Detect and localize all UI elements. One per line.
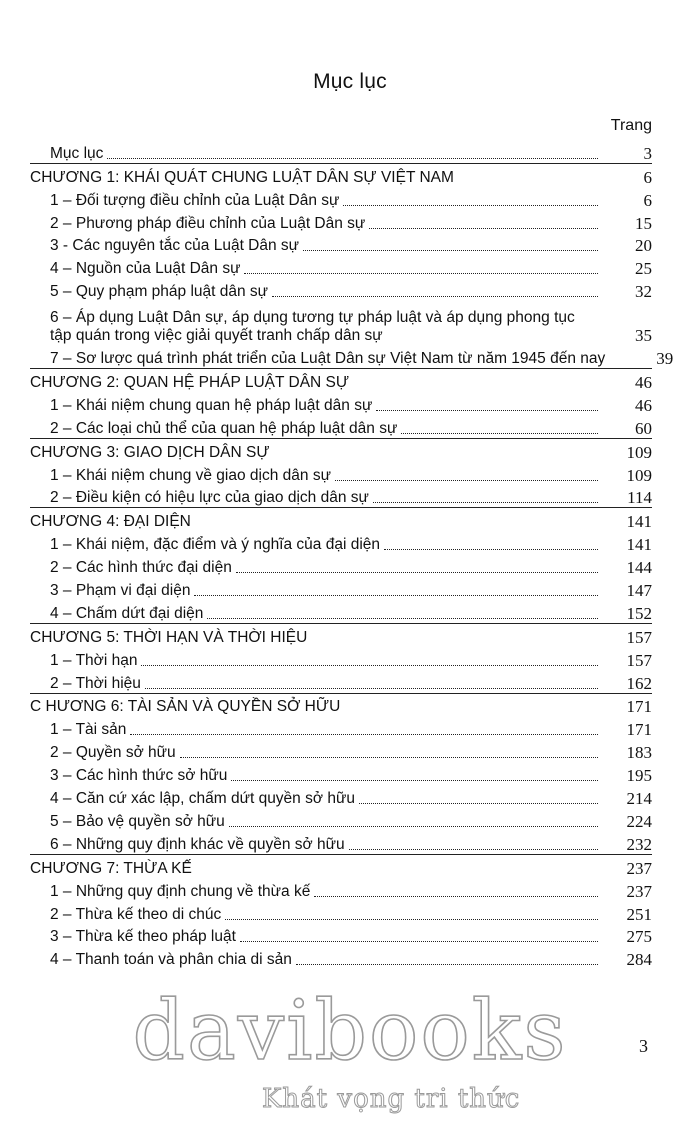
toc-dot-leader <box>229 825 598 827</box>
toc-entry-label: 3 – Thừa kế theo pháp luật <box>50 928 236 946</box>
toc-page-number: 251 <box>626 904 652 924</box>
toc-chapter-row <box>30 368 652 392</box>
toc-entry-label: 1 – Khái niệm, đặc điểm và ý nghĩa của đại diện <box>50 536 381 554</box>
toc-dot-leader <box>231 779 598 781</box>
toc-page-number: 109 <box>626 465 652 485</box>
toc-entry-row <box>30 808 652 831</box>
toc-page-number: 141 <box>626 535 652 555</box>
toc-page-number: 15 <box>635 213 652 233</box>
toc-page-number: 60 <box>635 418 652 438</box>
toc-page-number: 237 <box>626 858 652 878</box>
toc-entry-row <box>30 831 652 854</box>
toc-page-number: 224 <box>626 811 652 831</box>
toc-entry-label: 4 – Chấm dứt đại diện <box>50 604 204 622</box>
toc-entry-label: 1 – Đối tượng điều chỉnh của Luật Dân sự <box>50 191 340 209</box>
page-title: Mục lục <box>313 70 387 93</box>
toc-entry-row <box>30 210 652 233</box>
toc-dot-leader <box>311 642 598 643</box>
toc-entry-row <box>30 301 652 345</box>
toc-page-number: 147 <box>626 581 652 601</box>
toc-page-number: 25 <box>635 259 652 279</box>
toc-entry-label: CHƯƠNG 2: QUAN HỆ PHÁP LUẬT DÂN SỰ <box>30 374 350 392</box>
watermark-tagline: Khát vọng tri thức <box>262 1084 521 1114</box>
toc-entry-label: 3 – Các hình thức sở hữu <box>50 767 228 785</box>
toc-dot-leader <box>353 387 598 388</box>
toc-entry-label: 4 – Căn cứ xác lập, chấm dứt quyền sở hữu <box>50 790 355 808</box>
toc-entry-row <box>30 739 652 762</box>
toc-chapter-row <box>30 693 652 717</box>
toc-entry-row <box>30 531 652 554</box>
toc-dot-leader <box>207 617 598 619</box>
toc-chapter-row <box>30 854 652 878</box>
toc-dot-leader <box>369 227 598 229</box>
toc-dot-leader <box>272 295 598 297</box>
toc-page-number: 171 <box>626 697 652 717</box>
page-column-header: Trang <box>610 117 652 134</box>
toc-page-number: 275 <box>626 927 652 947</box>
toc-entry-row <box>30 462 652 485</box>
toc-dot-leader <box>344 711 598 712</box>
toc-dot-leader <box>236 571 598 573</box>
toc-entry-row <box>30 140 652 163</box>
toc-page-number: 157 <box>626 627 652 647</box>
toc-entry-label: CHƯƠNG 1: KHÁI QUÁT CHUNG LUẬT DÂN SỰ VIỆT NAM <box>30 168 454 186</box>
toc-entry-label: 1 – Khái niệm chung quan hệ pháp luật dân sự <box>50 396 373 414</box>
toc-entry-row <box>30 485 652 508</box>
toc-entry-label: CHƯƠNG 4: ĐẠI DIỆN <box>30 513 191 531</box>
toc-entry-row <box>30 924 652 947</box>
toc-dot-leader <box>314 895 598 897</box>
toc-page-number: 6 <box>643 190 652 210</box>
toc-dot-leader <box>130 733 598 735</box>
toc-entry-row <box>30 647 652 670</box>
toc-dot-leader <box>225 918 598 920</box>
page-number: 3 <box>639 1036 648 1056</box>
toc-entry-label: CHƯƠNG 3: GIAO DỊCH DÂN SỰ <box>30 443 270 461</box>
toc-chapter-row <box>30 623 652 647</box>
toc-dot-leader <box>303 249 598 251</box>
toc-page-number: 144 <box>626 558 652 578</box>
toc-entry-label: C HƯƠNG 6: TÀI SẢN VÀ QUYỀN SỞ HỮU <box>30 698 341 716</box>
toc-entry-label: 4 – Thanh toán và phân chia di sản <box>50 951 292 969</box>
toc-page-number: 214 <box>626 789 652 809</box>
toc-entry-row <box>30 392 652 415</box>
toc-entry-row <box>30 554 652 577</box>
toc-dot-leader <box>141 664 598 666</box>
toc-page-number: 109 <box>626 442 652 462</box>
toc-entry-label: 1 – Thời hạn <box>50 651 138 669</box>
toc-page-number: 114 <box>627 488 652 508</box>
toc-page-number: 157 <box>626 650 652 670</box>
toc-page-number: 141 <box>626 512 652 532</box>
toc-entry-row <box>30 785 652 808</box>
toc-entry-row <box>30 345 674 369</box>
toc-entry-row <box>30 600 652 623</box>
toc-dot-leader <box>274 457 598 458</box>
toc-entry-label: 2 – Thừa kế theo di chúc <box>50 905 222 923</box>
toc-entry-label: 2 – Điều kiện có hiệu lực của giao dịch dân sự <box>50 489 369 507</box>
toc-chapter-row <box>30 163 652 187</box>
toc-dot-leader <box>196 873 598 874</box>
toc-dot-leader <box>107 157 598 159</box>
toc-dot-leader <box>349 848 598 850</box>
toc-entry-label: 6 – Áp dụng Luật Dân sự, áp dụng tương tự pháp luật và áp dụng phong tục tập quán trong việc giải quyết tranh chấp dân sự <box>50 309 575 345</box>
toc-entry-label: 2 – Quyền sở hữu <box>50 744 176 762</box>
toc-page-number: 232 <box>626 834 652 854</box>
toc-page-number: 237 <box>626 881 652 901</box>
toc-dot-leader <box>343 204 598 206</box>
toc-page-number: 6 <box>643 167 652 187</box>
toc-entry-row <box>30 716 652 739</box>
toc-page-number: 35 <box>635 326 652 346</box>
toc-entry-label: CHƯƠNG 5: THỜI HẠN VÀ THỜI HIỆU <box>30 628 308 646</box>
toc-entry-label: 1 – Khái niệm chung về giao dịch dân sự <box>50 466 331 484</box>
toc-entry-label: 5 – Bảo vệ quyền sở hữu <box>50 812 225 830</box>
toc-entry-label: 7 – Sơ lược quá trình phát triển của Luật Dân sự Việt Nam từ năm 1945 đến nay <box>50 350 606 368</box>
toc-page-number: 284 <box>626 950 652 970</box>
toc-page-number: 46 <box>635 373 652 393</box>
toc-dot-leader <box>609 363 619 364</box>
toc-page-number: 152 <box>626 603 652 623</box>
toc-dot-leader <box>376 409 598 411</box>
toc-entry-row <box>30 187 652 210</box>
toc-page-number: 39 <box>656 349 674 369</box>
toc-entry-label: 6 – Những quy định khác về quyền sở hữu <box>50 835 345 853</box>
toc-page-number: 32 <box>635 282 652 302</box>
toc-entry-row <box>30 233 652 256</box>
toc-dot-leader <box>335 479 598 481</box>
toc-entry-row <box>30 762 652 785</box>
toc-dot-leader <box>180 756 598 758</box>
toc-entry-row <box>30 577 652 600</box>
toc-dot-leader <box>401 432 598 434</box>
toc-chapter-row <box>30 438 652 462</box>
toc-entry-label: 3 – Phạm vi đại diện <box>50 582 191 600</box>
toc-entry-row <box>30 946 652 969</box>
toc-dot-leader <box>195 526 598 527</box>
toc-page-number: 3 <box>643 143 652 163</box>
table-of-contents <box>30 140 674 970</box>
toc-dot-leader <box>145 687 598 689</box>
toc-entry-label: 3 - Các nguyên tắc của Luật Dân sự <box>50 237 300 255</box>
toc-dot-leader <box>244 272 598 274</box>
toc-page-number: 171 <box>626 720 652 740</box>
toc-entry-row <box>30 278 652 301</box>
toc-entry-label: CHƯƠNG 7: THỪA KẾ <box>30 859 192 877</box>
toc-entry-row <box>30 878 652 901</box>
toc-entry-label: 2 – Các hình thức đại diện <box>50 559 232 577</box>
toc-entry-row <box>30 415 652 438</box>
toc-dot-leader <box>584 340 598 341</box>
toc-page-number: 183 <box>626 743 652 763</box>
toc-page-number: 20 <box>635 236 652 256</box>
toc-dot-leader <box>458 182 598 183</box>
toc-chapter-row <box>30 507 652 531</box>
toc-entry-row <box>30 901 652 924</box>
toc-page-number: 162 <box>626 673 652 693</box>
toc-entry-label: 4 – Nguồn của Luật Dân sự <box>50 260 241 278</box>
toc-page-number: 195 <box>626 766 652 786</box>
toc-entry-label: Mục lục <box>50 144 104 162</box>
toc-dot-leader <box>359 802 598 804</box>
toc-entry-label: 1 – Tài sản <box>50 721 127 739</box>
toc-dot-leader <box>194 594 598 596</box>
toc-entry-row <box>30 670 652 693</box>
watermark-brand: davibooks <box>132 984 568 1079</box>
toc-entry-label: 2 – Thời hiệu <box>50 674 141 692</box>
toc-dot-leader <box>240 940 598 942</box>
toc-entry-label: 1 – Những quy định chung về thừa kế <box>50 882 311 900</box>
toc-dot-leader <box>384 548 598 550</box>
toc-entry-row <box>30 255 652 278</box>
toc-dot-leader <box>296 963 598 965</box>
toc-entry-label: 5 – Quy phạm pháp luật dân sự <box>50 283 269 301</box>
toc-entry-label: 2 – Phương pháp điều chỉnh của Luật Dân sự <box>50 214 366 232</box>
toc-entry-label: 2 – Các loại chủ thể của quan hệ pháp luật dân sự <box>50 419 398 437</box>
toc-dot-leader <box>373 501 598 503</box>
toc-page-number: 46 <box>635 395 652 415</box>
